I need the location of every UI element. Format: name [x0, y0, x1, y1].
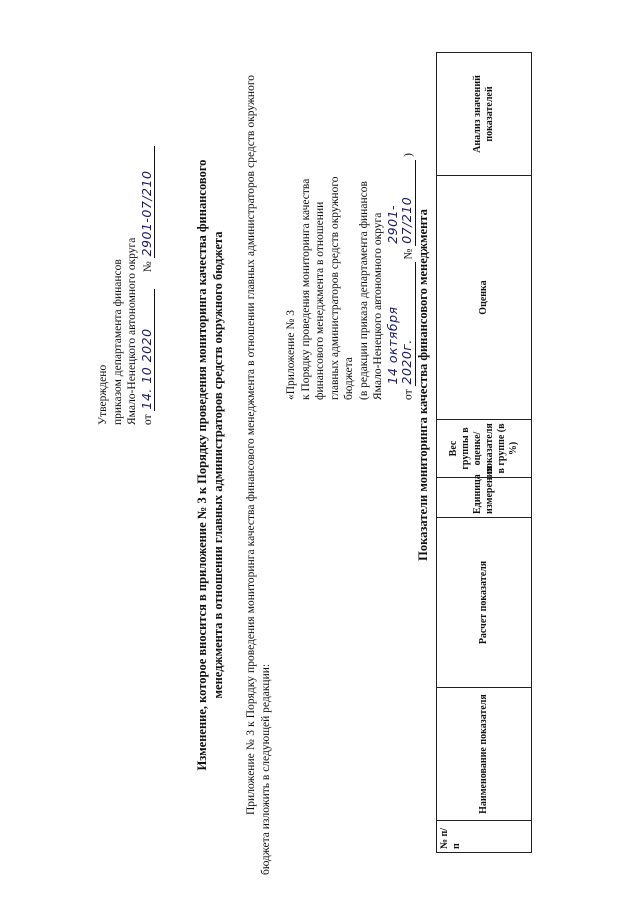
header-cell-number: № п/п [437, 821, 532, 853]
indicators-table [436, 52, 532, 853]
approval-line-1: Утверждено [97, 364, 109, 425]
appendix-line-2: к Порядку проведения мониторинга качества [299, 178, 312, 400]
approval-number-prefix: № [141, 261, 154, 273]
header-cell-calculation: Расчет показателя [437, 518, 532, 688]
appendix-closing: ) [402, 153, 414, 157]
intro-paragraph [244, 75, 274, 875]
approval-date-line [140, 65, 156, 425]
appendix-line-6: (в редакции приказа департамента финансов [357, 181, 370, 400]
appendix-date-prefix: от [402, 389, 414, 400]
appendix-date-line [386, 80, 416, 400]
approval-line-2: приказом департамента финансов [111, 259, 124, 425]
header-cell-score: Оценка [437, 176, 532, 420]
appendix-note [284, 80, 416, 400]
document-title [194, 65, 226, 865]
appendix-line-3: финансового менеджмента в отношении [314, 201, 326, 400]
paragraph-line-2: администраторов средств окружного бюджета изложить в следующей редакции: [245, 74, 272, 875]
appendix-line-1: «Приложение № 3 [285, 310, 297, 400]
header-cell-name: Наименование показателя [437, 688, 532, 821]
header-cell-unit: Единица измерения [437, 478, 532, 518]
appendix-date: 14 октября 2020г. [386, 263, 416, 387]
approval-date: 14. 10 2020 [140, 290, 156, 412]
appendix-number: 2901-07/210 [386, 160, 416, 246]
appendix-number-prefix: № [402, 248, 414, 260]
header-cell-weight: Вес группы в оценке/ показателя в группе (в %) [437, 420, 532, 478]
approval-line-3: Ямало-Ненецкого автономного округа [126, 237, 138, 425]
appendix-line-7: Ямало-Ненецкого автономного округа [372, 212, 384, 400]
appendix-line-5: бюджета [343, 357, 355, 400]
title-line-2: менеджмента в отношении главных администраторов средств окружного бюджета [211, 231, 225, 699]
title-line-1: Изменение, которое вносится в приложение № 3 к Порядку проведения мониторинга качества финансового [195, 159, 209, 771]
approval-block [96, 65, 155, 425]
appendix-line-4: главных администраторов средств окружного [328, 176, 341, 400]
header-cell-analysis: Анализ значений показателей [437, 53, 532, 176]
approval-number: 2901-07/210 [140, 146, 156, 258]
table-header-row [437, 53, 532, 853]
approval-date-prefix: от [141, 414, 154, 425]
paragraph-line-1: Приложение № 3 к Порядку проведения мониторинга качества финансового менеджмента в отношении главных [245, 259, 257, 815]
section-title: Показатели мониторинга качества финансового менеджмента [416, 209, 430, 561]
